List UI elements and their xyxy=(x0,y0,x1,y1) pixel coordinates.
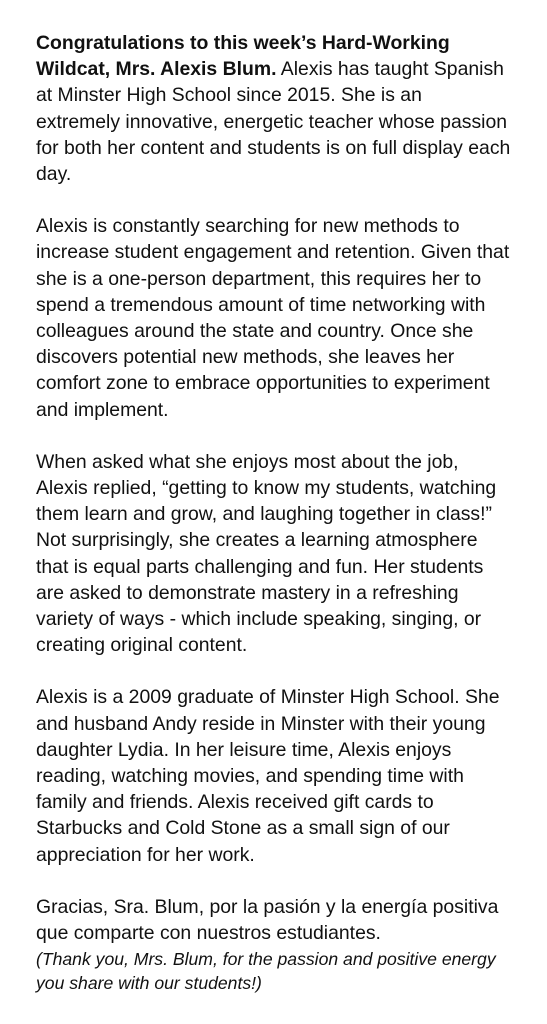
paragraph-biography: Alexis is a 2009 graduate of Minster High School. She and husband Andy reside in Minster with their young daughter Lydia. In her leisure time, Alexis enjoys reading, watching movies, and spending time with family and friends. Alexis received gift cards to Starbucks and Cold Stone as a small sign of our appreciation for her work. xyxy=(36,686,500,866)
spanish-thanks: Gracias, Sra. Blum, por la pasión y la energía positiva que comparte con nuestros estudiantes. xyxy=(36,895,499,945)
headline: Congratulations to this week’s Hard-Working Wildcat, Mrs. Alexis Blum. xyxy=(36,32,450,81)
intro-text: Alexis has taught Spanish at Minster High School since 2015. She is an extremely innovative, energetic teacher whose passion for both her content and students is on full display each day. xyxy=(36,58,511,186)
article-document xyxy=(36,30,511,995)
paragraph-thanks xyxy=(36,894,511,995)
paragraph-intro xyxy=(36,30,511,187)
paragraph-methods: Alexis is constantly searching for new methods to increase student engagement and retention. Given that she is a one-person department, this requires her to spend a tremendous amount of time networking with colleagues around the state and country. Once she discovers potential new methods, she leaves her comfort zone to embrace opportunities to experiment and implement. xyxy=(36,215,510,421)
english-translation: (Thank you, Mrs. Blum, for the passion and positive energy you share with our students!) xyxy=(36,949,496,994)
paragraph-quote: When asked what she enjoys most about the job, Alexis replied, “getting to know my students, watching them learn and grow, and laughing together in class!” Not surprisingly, she creates a learning atmosphere that is equal parts challenging and fun. Her students are asked to demonstrate mastery in a refreshing variety of ways - which include speaking, singing, or creating original content. xyxy=(36,450,497,657)
